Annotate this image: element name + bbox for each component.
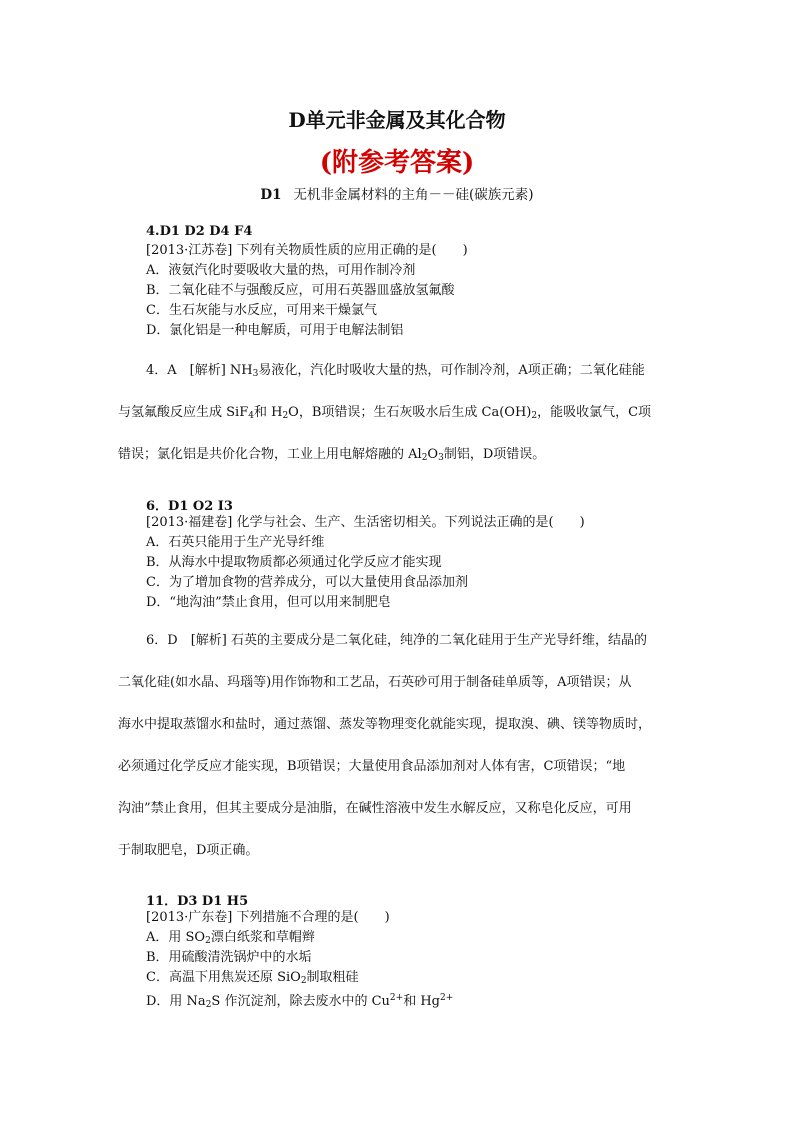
q11-option-b: B．用硫酸清洗锅炉中的水垢 — [146, 950, 312, 965]
q11-option-d: D．用 $Na_2S$ 作沉淀剂，除去废水中的 $Cu^{2+}$和 $Hg^{2+}$ — [146, 993, 454, 1010]
section-code: D1 — [260, 187, 282, 203]
q6-tags: 6．D1 O2 I3 — [146, 499, 233, 514]
q6-option-a: A．石英只能用于生产光导纤维 — [146, 535, 325, 550]
q4-answer-line: 4．A [解析] $NH_3$易液化，汽化时吸收大量的热，可作制冷剂，A项正确；二氧化硅能 — [146, 363, 645, 379]
section-name: 无机非金属材料的主角－－硅(碳族元素) — [293, 187, 534, 203]
q6-stem: [2013·福建卷] 化学与社会、生产、生活密切相关。下列说法正确的是( ) — [146, 515, 585, 530]
page-title: D单元非金属及其化合物 — [288, 108, 506, 132]
q4-tags: 4.D1 D2 D4 F4 — [146, 224, 253, 239]
q6-option-d: D．“地沟油”禁止食用，但可以用来制肥皂 — [146, 595, 391, 610]
q6-answer-line: 海水中提取蒸馏水和盐时，通过蒸馏、蒸发等物理变化就能实现，提取溴、碘、镁等物质时， — [118, 717, 652, 732]
q4-option-c: C．生石灰能与水反应，可用来干燥氯气 — [146, 303, 377, 318]
q6-option-c: C．为了增加食物的营养成分，可以大量使用食品添加剂 — [146, 575, 468, 590]
section-heading — [0, 183, 794, 203]
q4-option-d: D．氯化铝是一种电解质，可用于电解法制铝 — [146, 323, 404, 338]
q4-stem: [2013·江苏卷] 下列有关物质性质的应用正确的是( ) — [146, 243, 468, 258]
q6-answer-line: 6．D [解析] 石英的主要成分是二氧化硅，纯净的二氧化硅用于生产光导纤维，结晶的 — [146, 633, 647, 648]
q4-answer-line: 错误；氯化铝是共价化合物，工业上用电解熔融的 $Al_2O_3$制铝，D项错误。 — [118, 447, 546, 463]
q11-option-c: C．高温下用焦炭还原 SiO$_2$制取粗硅 — [146, 970, 359, 986]
q6-answer-line: 于制取肥皂，D项正确。 — [118, 843, 259, 858]
q4-option-b: B．二氧化硅不与强酸反应，可用石英器皿盛放氢氟酸 — [146, 283, 455, 298]
q6-answer-line: 必须通过化学反应才能实现，B项错误；大量使用食品添加剂对人体有害，C项错误；“地 — [118, 759, 626, 774]
q4-answer-line: 与氢氟酸反应生成 SiF$_4$和 $H_2O$，B项错误；生石灰吸水后生成 $Ca(OH)_2$，能吸收氯气，C项 — [118, 405, 652, 421]
q11-tags: 11．D3 D1 H5 — [146, 894, 249, 909]
q11-option-a: A．用 $SO_2$漂白纸浆和草帽辫 — [146, 930, 315, 946]
q6-answer-line: 沟油”禁止食用，但其主要成分是油脂，在碱性溶液中发生水解反应，又称皂化反应，可用 — [118, 801, 632, 816]
q6-answer-line: 二氧化硅(如水晶、玛瑙等)用作饰物和工艺品，石英砂可用于制备硅单质等，A项错误；从 — [118, 675, 632, 690]
q6-option-b: B．从海水中提取物质都必须通过化学反应才能实现 — [146, 555, 442, 570]
page-subtitle: (附参考答案) — [319, 148, 475, 178]
q4-option-a: A．液氨汽化时要吸收大量的热，可用作制冷剂 — [146, 263, 416, 278]
q11-stem: [2013·广东卷] 下列措施不合理的是( ) — [146, 910, 390, 925]
